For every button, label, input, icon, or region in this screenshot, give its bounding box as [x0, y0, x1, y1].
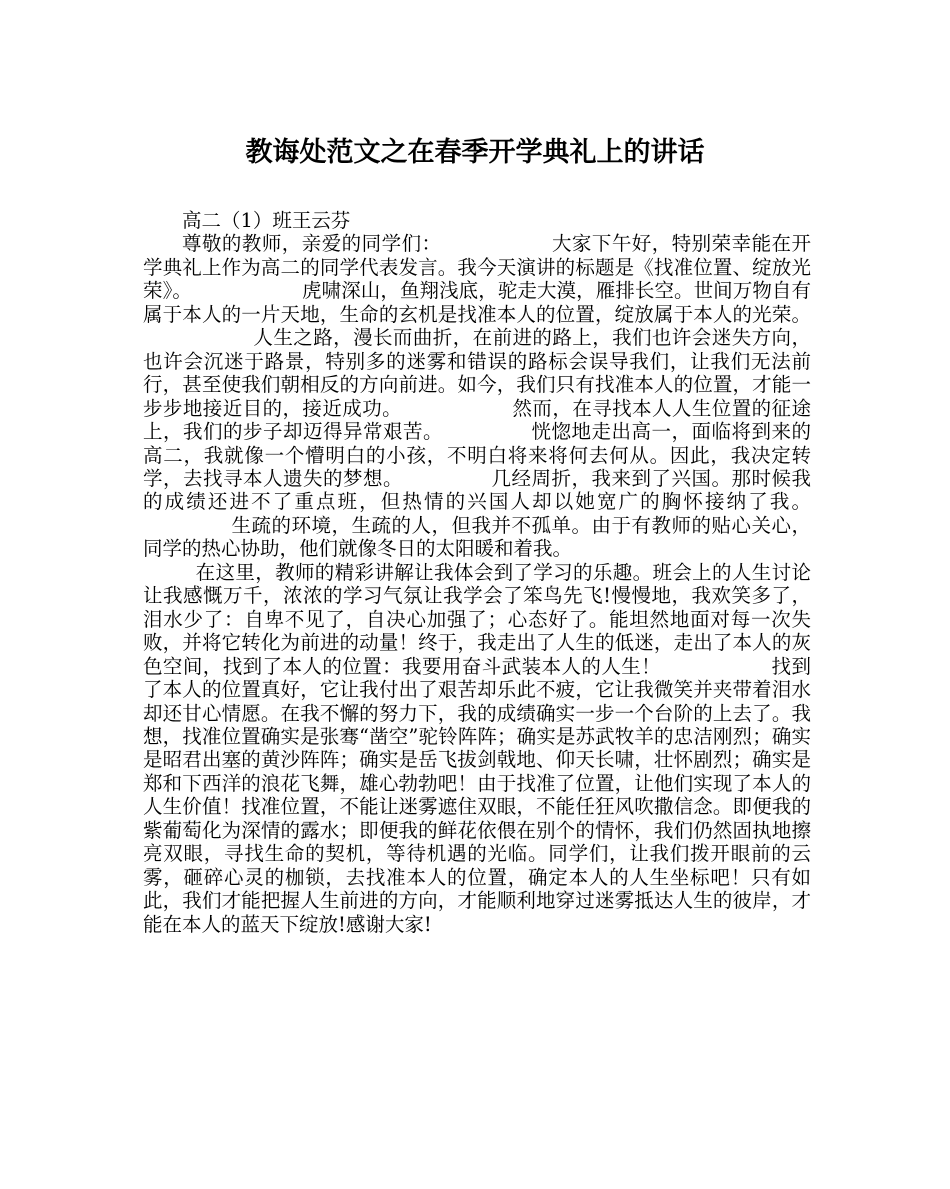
document-title: 教诲处范文之在春季开学典礼上的讲话	[245, 137, 705, 168]
paragraph-2-segment-2: 找到了本人的位置真好，它让我付出了艰苦却乐此不疲，它让我微笑并夹带着泪水却还甘心情愿。在我不懈的努力下，我的成绩确实一步一个台阶的上去了。我想，找准位置确实是张骞“凿空”驼铃阵阵；确实是苏武牧羊的忠洁刚烈；确实是昭君出塞的黄沙阵阵；确实是岳飞拔剑戟地、仰天长啸，壮怀剧烈；确实是郑和下西洋的浪花飞舞，雄心勃勃吧！由于找准了位置，让他们实现了本人的人生价值！找准位置，不能让迷雾遮住双眼，不能任狂风吹撒信念。即便我的紫葡萄化为深情的露水；即便我的鲜花依偎在别个的情怀，我们仍然固执地擦亮双眼，寻找生命的契机，等待机遇的光临。同学们，让我们拨开眼前的云雾，砸碎心灵的枷锁，去找准本人的位置，确定本人的人生坐标吧！只有如此，我们才能把握人生前进的方向，才能顺利地穿过迷雾抵达人生的彼岸，才能在本人的蓝天下绽放!感谢大家!	[143, 654, 811, 936]
paragraph-1-segment-8: 生疏的环境，生疏的人，但我并不孤单。由于有教师的贴心关心，同学的热心协助，他们就像冬日的太阳暖和着我。	[143, 513, 811, 561]
paragraph-1-segment-5: 然而，在寻找本人人生位置的征途上，我们的步子却迈得异常艰苦。	[143, 396, 811, 444]
paragraph-1-segment-1: 尊敬的教师，亲爱的同学们：	[182, 232, 442, 256]
paragraph-1-segment-4: 人生之路，漫长而曲折，在前进的路上，我们也许会迷失方向，也许会沉迷于路景，特别多的迷雾和错误的路标会误导我们，让我们无法前行，甚至使我们朝相反的方向前进。如今，我们只有找准本人的位置，才能一步步地接近目的，接近成功。	[143, 326, 811, 420]
paragraph-1-segment-7: 几经周折，我来到了兴国。那时候我的成绩还进不了重点班，但热情的兴国人却以她宽广的胸怀接纳了我。	[143, 466, 811, 514]
document-body	[143, 209, 811, 936]
author-line: 高二（1）班王云芬	[182, 209, 351, 232]
paragraph-2-segment-1: 在这里，教师的精彩讲解让我体会到了学习的乐趣。班会上的人生讨论让我感慨万千，浓浓的学习气氛让我学会了笨鸟先飞!慢慢地，我欢笑多了，泪水少了：自卑不见了，自决心加强了；心态好了。能坦然地面对每一次失败，并将它转化为前进的动量！终于，我走出了人生的低迷，走出了本人的灰色空间，找到了本人的位置：我要用奋斗武装本人的人生！	[143, 560, 811, 678]
paragraph-1-segment-3: 虎啸深山，鱼翔浅底，驼走大漠，雁排长空。世间万物自有属于本人的一片天地，生命的玄机是找准本人的位置，绽放属于本人的光荣。	[143, 279, 811, 326]
paragraph-1	[143, 232, 811, 560]
paragraph-1-segment-2: 大家下午好，特别荣幸能在开学典礼上作为高二的同学代表发言。我今天演讲的标题是《找准位置、绽放光荣》。	[143, 232, 811, 303]
paragraph-1-segment-6: 恍惚地走出高一，面临将到来的高二，我就像一个懵明白的小孩，不明白将来将何去何从。因此，我决定转学，去找寻本人遗失的梦想。	[143, 420, 811, 490]
paragraph-2	[143, 561, 811, 936]
